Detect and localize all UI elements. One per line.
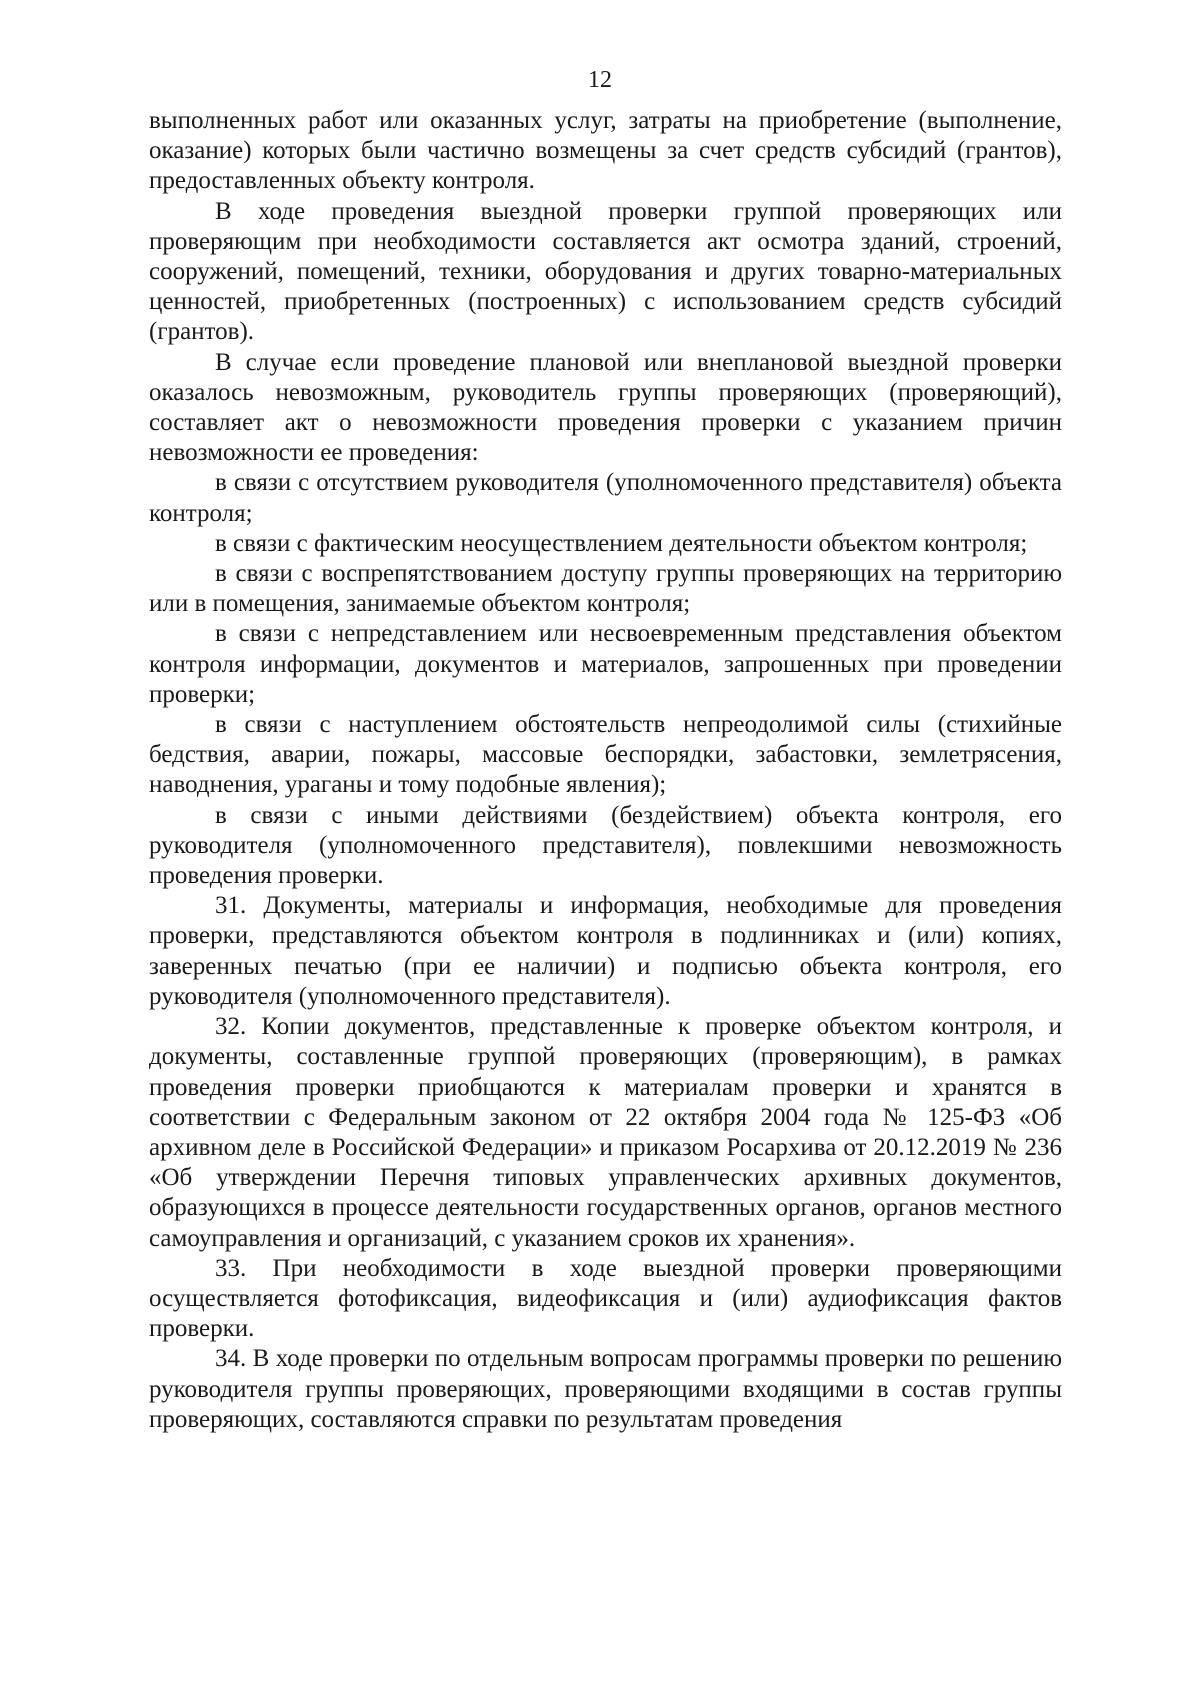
list-item: в связи с непредставлением или несвоевременным представления объектом контроля информации, документов и материалов, запрошенных при проведении проверки;	[149, 620, 1062, 708]
page-number: 12	[588, 67, 612, 93]
list-item: в связи с наступлением обстоятельств непреодолимой силы (стихийные бедствия, аварии, пожары, массовые беспорядки, забастовки, землетрясения, наводнения, ураганы и тому подобные явления);	[149, 711, 1062, 799]
paragraph: В ходе проведения выездной проверки группой проверяющих или проверяющим при необходимости составляется акт осмотра зданий, строений, сооружений, помещений, техники, оборудования и других товарно-материальных ценностей, приобретенных (построенных) с использованием средств субсидий (грантов).	[149, 197, 1062, 346]
paragraph-continuation: выполненных работ или оказанных услуг, затраты на приобретение (выполнение, оказание) которых были частично возмещены за счет средств субсидий (грантов), предоставленных объекту контроля.	[149, 107, 1062, 195]
document-body	[149, 106, 1062, 1435]
clause-34: 34. В ходе проверки по отдельным вопросам программы проверки по решению руководителя группы проверяющих, проверяющими входящими в состав группы проверяющих, составляются справки по результатам проведения	[149, 1345, 1062, 1433]
paragraph: В случае если проведение плановой или внеплановой выездной проверки оказалось невозможным, руководитель группы проверяющих (проверяющий), составляет акт о невозможности проведения проверки с указанием причин невозможности ее проведения:	[149, 348, 1062, 467]
clause-31: 31. Документы, материалы и информация, необходимые для проведения проверки, представляются объектом контроля в подлинниках и (или) копиях, заверенных печатью (при ее наличии) и подписью объекта контроля, его руководителя (уполномоченного представителя).	[149, 892, 1062, 1010]
clause-32: 32. Копии документов, представленные к проверке объектом контроля, и документы, составленные группой проверяющих (проверяющим), в рамках проведения проверки приобщаются к материалам проверки и хранятся в соответствии с Федеральным законом от 22 октября 2004 года № 125-ФЗ «Об архивном деле в Российской Федерации» и приказом Росархива от 20.12.2019 № 236 «Об утверждении Перечня типовых управленческих архивных документов, образующихся в процессе деятельности государственных органов, органов местного самоуправления и организаций, с указанием сроков их хранения».	[149, 1013, 1062, 1252]
clause-33: 33. При необходимости в ходе выездной проверки проверяющими осуществляется фотофиксация, видеофиксация и (или) аудиофиксация фактов проверки.	[149, 1254, 1062, 1343]
list-item: в связи с воспрепятствованием доступу группы проверяющих на территорию или в помещения, занимаемые объектом контроля;	[149, 560, 1062, 618]
list-item: в связи с иными действиями (бездействием) объекта контроля, его руководителя (уполномоченного представителя), повлекшими невозможность проведения проверки.	[149, 801, 1062, 890]
list-item: в связи с отсутствием руководителя (уполномоченного представителя) объекта контроля;	[149, 469, 1062, 527]
list-item: в связи с фактическим неосуществлением деятельности объектом контроля;	[215, 529, 1028, 557]
